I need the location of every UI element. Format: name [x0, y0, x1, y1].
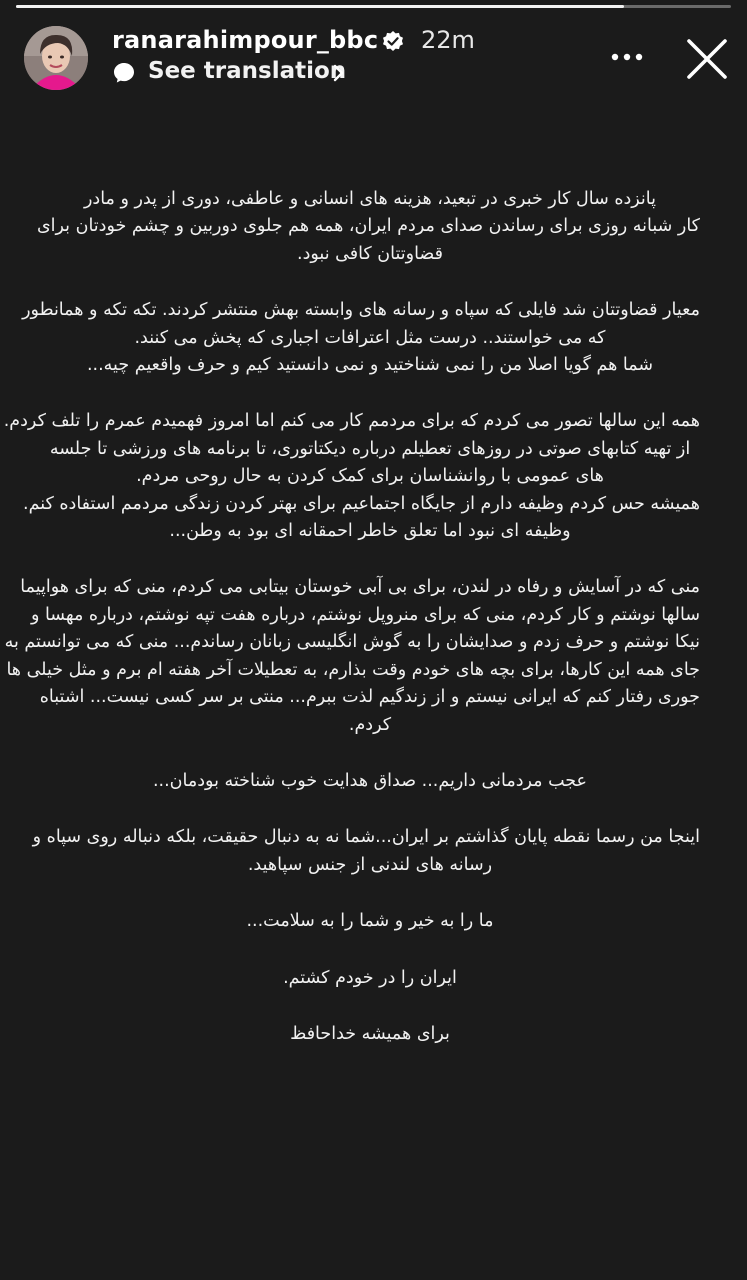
story-text-line: ایران را در خودم کشتم. [283, 967, 457, 988]
story-timestamp: 22m [421, 26, 475, 54]
close-icon [684, 36, 730, 82]
story-text-line: های عمومی با روانشناسان برای کمک کردن به حال روحی مردم. [136, 466, 604, 487]
story-text-line: کردم. [348, 714, 392, 735]
story-text-line: رسانه های لندنی از جنس سپاهید. [247, 854, 493, 875]
close-button[interactable] [684, 36, 730, 82]
story-text-line: از تهیه کتابهای صوتی در روزهای تعطیلم درباره دیکتاتوری، تا برنامه های ورزشی تا جلسه [49, 438, 691, 459]
story-text-line: وظیفه ای نبود اما تعلق خاطر احمقانه ای بود به وطن... [169, 521, 571, 542]
story-progress-bar [16, 5, 731, 8]
more-options-button[interactable] [604, 42, 650, 72]
story-paragraph [3, 408, 700, 545]
story-text-line: که می خواستند.. درست مثل اعترافات اجباری که پخش می کنند. [134, 327, 606, 348]
story-text-line: ما را به خیر و شما را به سلامت... [246, 911, 494, 932]
story-text-line: برای همیشه خداحافظ [290, 1023, 450, 1044]
story-header [0, 20, 747, 100]
story-text-line: پانزده سال کار خبری در تبعید، هزینه های انسانی و عاطفی، دوری از پدر و مادر [83, 189, 657, 209]
story-paragraph [40, 965, 700, 992]
story-paragraph [32, 824, 700, 879]
translation-bubble-icon[interactable] [112, 61, 136, 85]
story-text-line: منی که در آسایش و رفاه در لندن، برای بی آبی خوستان بیتابی می کردم، منی که برای هواپیما [20, 577, 700, 598]
story-paragraph [4, 574, 700, 738]
story-text-line: همیشه حس کردم وظیفه دارم از جایگاه اجتماعیم برای بهتر کردن زندگی مردمم استفاده کنم. [23, 493, 700, 514]
story-text-line: کار شبانه روزی برای رساندن صدای مردم ایران، همه هم جلوی دوربین و چشم خودتان برای [36, 216, 700, 237]
story-text-line: اینجا من رسما نقطه پایان گذاشتم بر ایران...شما نه به دنبال حقیقت، بلکه دنباله روی سپاه و [32, 827, 700, 848]
story-text-line: نیکا نوشتم و حرف زدم و صدایشان را به گوش انگلیسی زبانان رساندم... منی که می توانستم به [4, 632, 700, 653]
verified-badge-icon [381, 30, 405, 54]
story-text-line: قضاوتتان کافی نبود. [297, 243, 443, 264]
story-paragraph [22, 297, 700, 379]
story-text-line: همه این سالها تصور می کردم که برای مردمم کار می کنم اما امروز فهمیدم عمرم را تلف کردم. [3, 411, 700, 432]
story-text-line: معیار قضاوتتان شد فایلی که سپاه و رسانه های وابسته بهش منتشر کردند. تکه تکه و همانطور [22, 300, 700, 321]
story-text-line: جوری رفتار کنم که ایرانی نیستم و از زندگیم لذت ببرم... منتی بر سر کسی نیست... اشتباه [39, 687, 700, 708]
story-text-line: شما هم گویا اصلا من را نمی شناختید و نمی دانستید کیم و حرف واقعیم چیه... [86, 355, 654, 376]
more-dots-icon [604, 42, 650, 72]
avatar-portrait [24, 26, 88, 90]
story-text-line: سالها نوشتم و کار کردم، منی که برای منروپل نوشتم، درباره هفت تپه نوشتم، درباره مهسا و [30, 604, 700, 625]
chevron-right-icon[interactable] [331, 64, 347, 82]
story-text-body [3, 186, 700, 1077]
story-paragraph [40, 908, 700, 935]
see-translation-link[interactable]: See translation [148, 58, 347, 84]
story-paragraph [40, 1021, 700, 1048]
story-text-line: عجب مردمانی داریم... صداق هدایت خوب شناخته بودمان... [152, 770, 587, 791]
story-paragraph [40, 768, 700, 795]
avatar[interactable] [24, 26, 88, 90]
story-paragraph [36, 186, 700, 268]
story-progress-fill [16, 5, 624, 8]
username[interactable]: ranarahimpour_bbc [112, 26, 379, 54]
story-text-line: جای همه این کارها، برای بچه های خودم وقت بذارم، به تعطیلات آخر هفته ام برم و مثل خیلی ها [6, 659, 700, 680]
